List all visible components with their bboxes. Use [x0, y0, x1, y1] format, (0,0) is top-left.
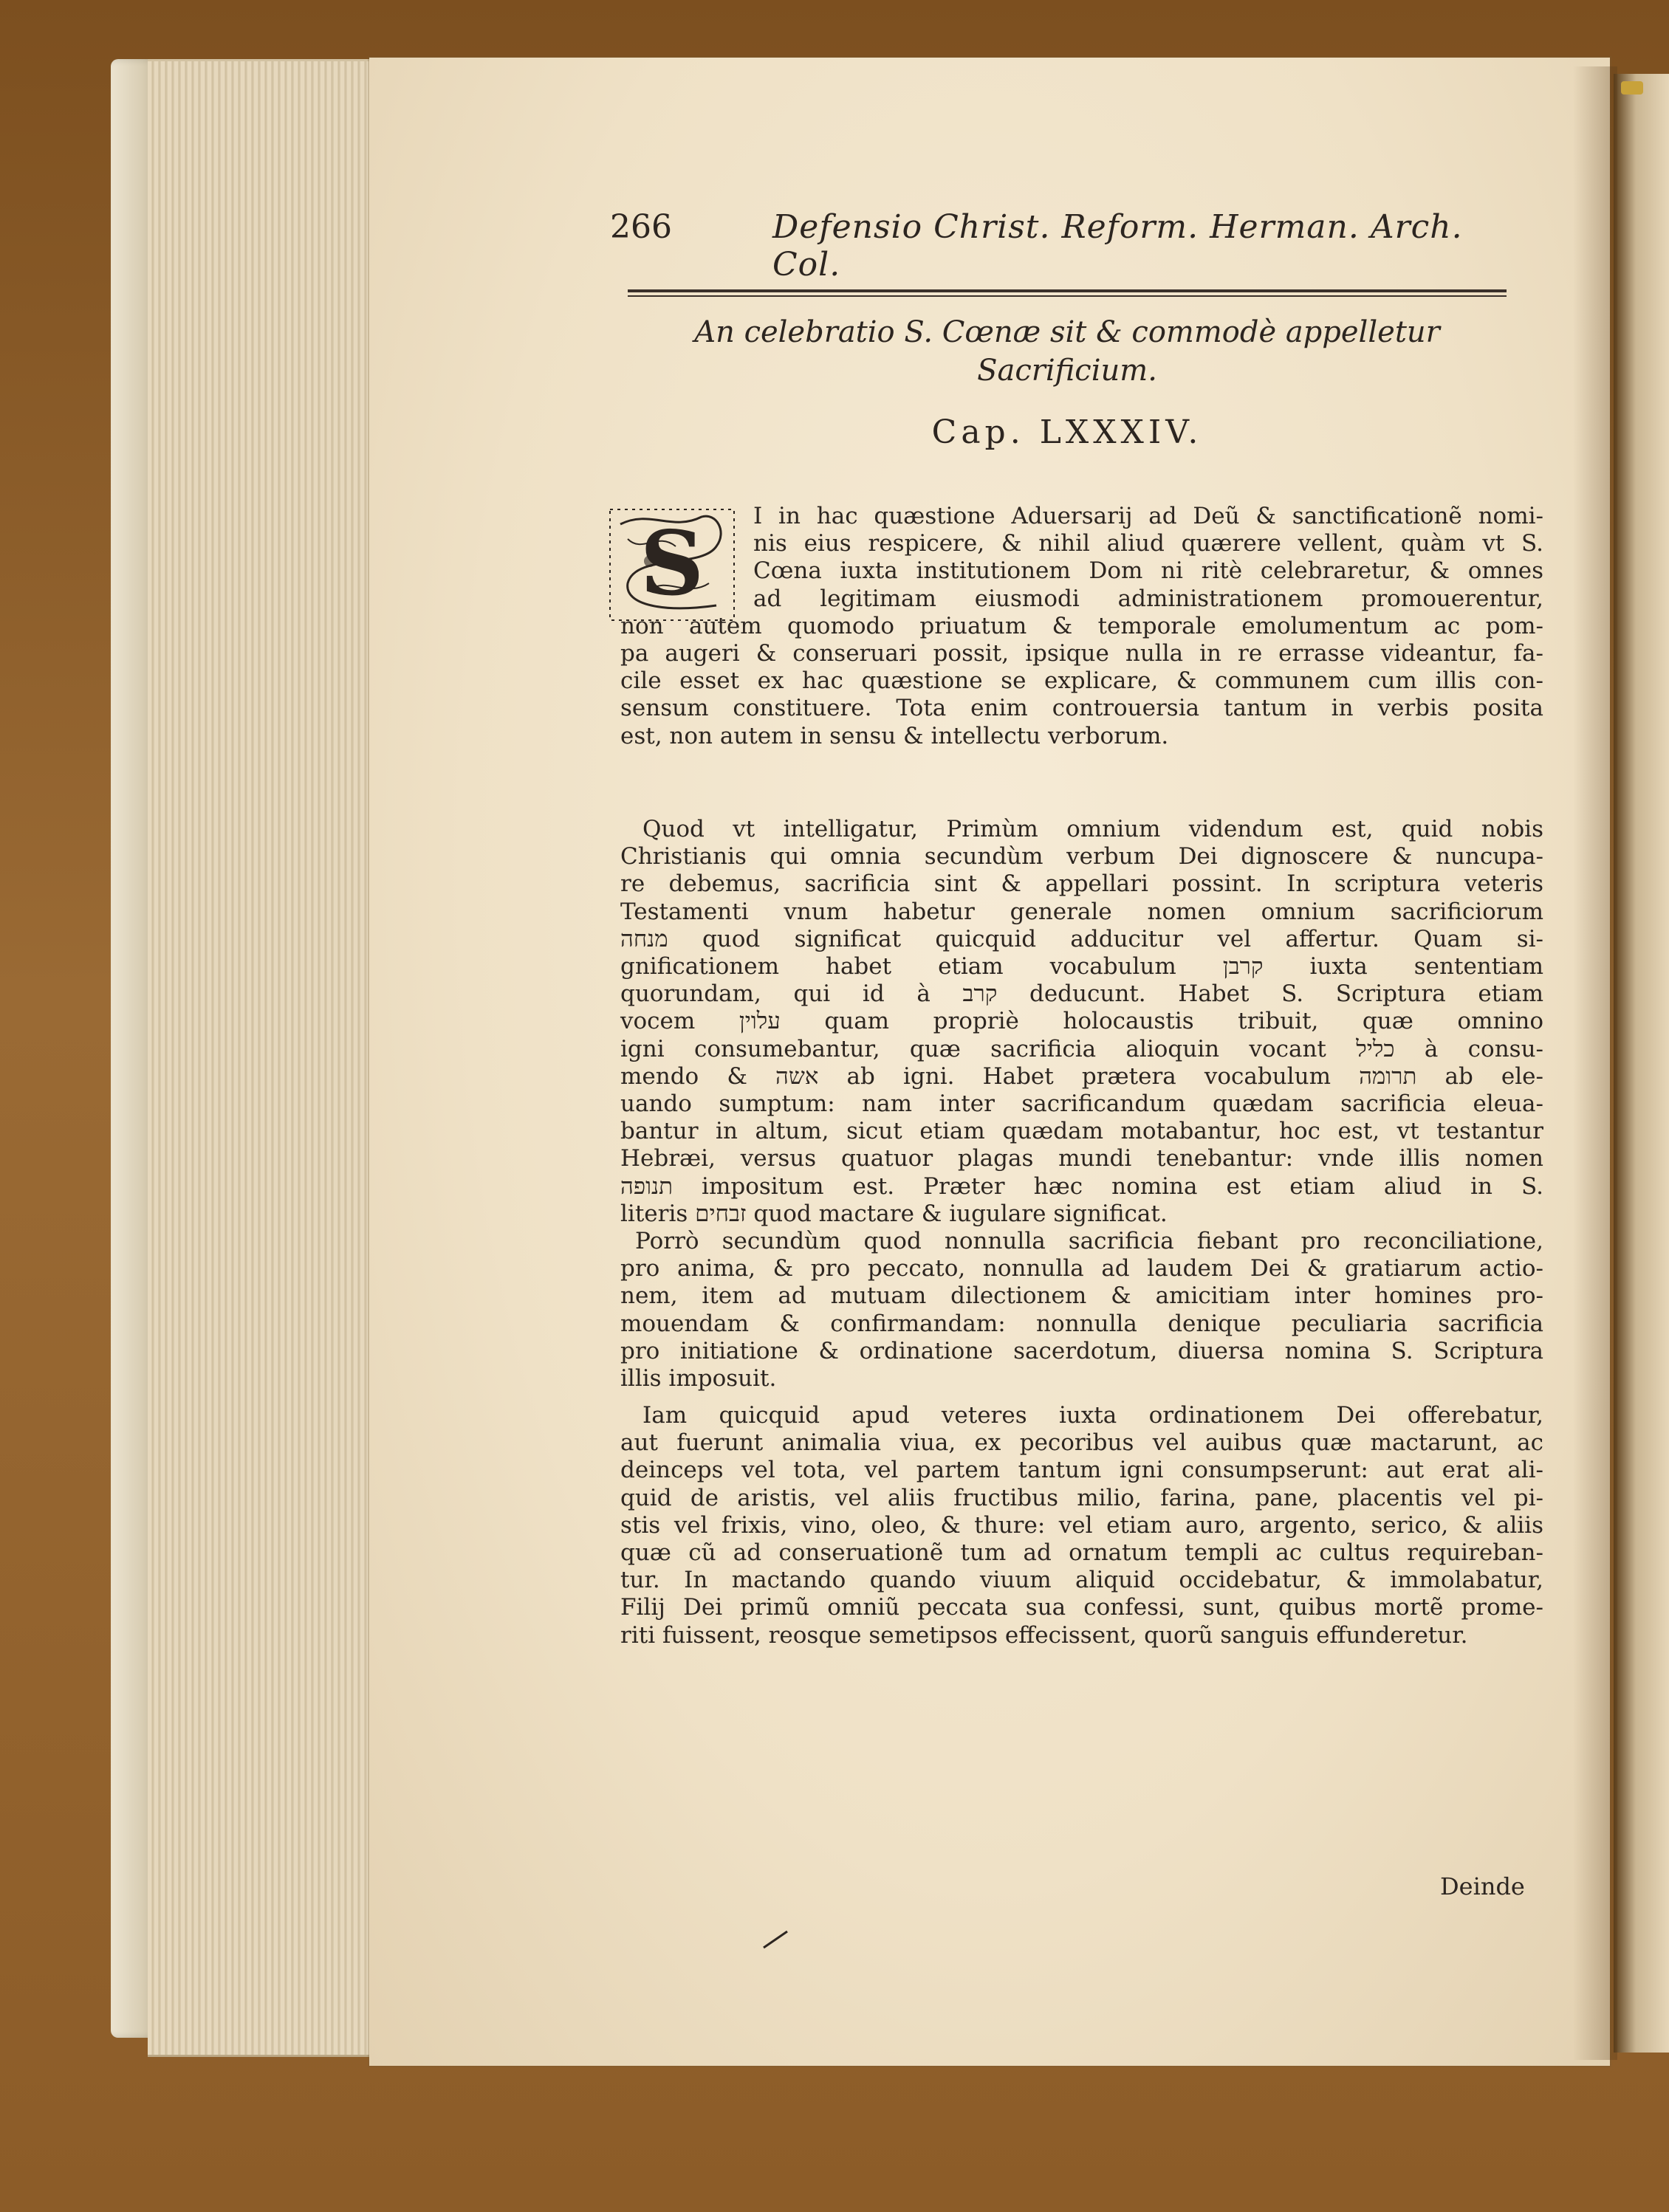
- text-line: Porrò secundùm quod nonnulla sacrificia fiebant pro reconciliatione,: [635, 1228, 1543, 1254]
- text-line: nem, item ad mutuam dilectionem & amicitiam inter homines pro-: [620, 1282, 1543, 1310]
- chapter-number: Cap. LXXXIV.: [931, 413, 1203, 451]
- text-line: mendo & אשה ab igni. Habet prætera vocabulum תרומה ab ele-: [620, 1062, 1543, 1090]
- text-line: nis eius respicere, & nihil aliud quærere vellent, quàm vt S.: [753, 530, 1543, 557]
- text-line: cile esset ex hac quæstione se explicare, & communem cum illis con-: [620, 667, 1543, 695]
- text-line: non autem quomodo priuatum & temporale emolumentum ac pom-: [620, 612, 1543, 639]
- text-line: tur. In mactando quando viuum aliquid occidebatur, & immolabatur,: [620, 1567, 1543, 1594]
- page-edges: [148, 59, 384, 2057]
- text-line: mouendam & confirmandam: nonnulla denique peculiaria sacrificia: [620, 1310, 1543, 1337]
- text-line: sensum constituere. Tota enim controuersia tantum in verbis posita: [620, 695, 1543, 722]
- page-gutter-shadow: [1573, 66, 1617, 2060]
- chapter-title-line-2: Sacrificium.: [977, 354, 1157, 388]
- facing-page-edge: [1614, 74, 1669, 2053]
- text-line: quid de aristis, vel aliis fructibus milio, farina, pane, placentis vel pi-: [620, 1484, 1543, 1511]
- running-header: [610, 208, 1518, 284]
- page-number: 266: [610, 208, 672, 246]
- text-line: riti fuissent, reosque semetipsos effecissent, quorũ sanguis effunderetur.: [620, 1621, 1468, 1649]
- text-line: Filij Dei primũ omniũ peccata sua confessi, sunt, quibus mortẽ prome-: [620, 1594, 1543, 1621]
- text-line: quorundam, qui id à קרב deducunt. Habet S. Scriptura etiam: [620, 980, 1543, 1008]
- decorated-initial: [606, 502, 738, 628]
- header-rule: [628, 289, 1507, 292]
- text-line: תנופה impositum est. Præter hæc nomina est etiam aliud in S.: [620, 1172, 1543, 1200]
- text-line: pro initiatione & ordinatione sacerdotum, diuersa nomina S. Scriptura: [620, 1337, 1543, 1364]
- text-line: מנחה quod significat quicquid adducitur vel affertur. Quam si-: [620, 925, 1543, 952]
- text-line: illis imposuit.: [620, 1365, 777, 1392]
- text-line: aut fuerunt animalia viua, ex pecoribus vel auibus quæ mactarunt, ac: [620, 1429, 1543, 1457]
- text-line: bantur in altum, sicut etiam quædam motabantur, hoc est, vt testantur: [620, 1118, 1543, 1145]
- text-line: Quod vt intelligatur, Primùm omnium videndum est, quid nobis: [642, 816, 1543, 842]
- text-line: I in hac quæstione Aduersarij ad Deũ & sanctificationẽ nomi-: [753, 503, 1543, 529]
- text-line: stis vel frixis, vino, oleo, & thure: vel etiam auro, argento, serico, & aliis: [620, 1511, 1543, 1539]
- text-line: Hebræi, versus quatuor plagas mundi tenebantur: vnde illis nomen: [620, 1145, 1543, 1172]
- ink-stroke-mark: [761, 1927, 790, 1952]
- text-line: ad legitimam eiusmodi administrationem promouerentur,: [753, 585, 1543, 612]
- text-line: Christianis qui omnia secundùm verbum Dei dignoscere & nuncupa-: [620, 843, 1543, 870]
- clasp-icon: [1621, 81, 1643, 95]
- text-line: Cœna iuxta institutionem Dom ni ritè celebraretur, & omnes: [753, 557, 1543, 585]
- catchword: Deinde: [1440, 1872, 1525, 1900]
- text-line: uando sumptum: nam inter sacrificandum quædam sacrificia eleua-: [620, 1090, 1543, 1117]
- text-line: est, non autem in sensu & intellectu verborum.: [620, 722, 1169, 749]
- text-line: Testamenti vnum habetur generale nomen omnium sacrificiorum: [620, 898, 1543, 925]
- text-line: deinceps vel tota, vel partem tantum igni consumpserunt: aut erat ali-: [620, 1457, 1543, 1484]
- text-line: igni consumebantur, quæ sacrificia alioquin vocant כליל à consu-: [620, 1035, 1544, 1062]
- dropcap-letter: S: [640, 512, 705, 616]
- text-line: literis זבחים quod mactare & iugulare significat.: [620, 1200, 1168, 1227]
- text-line: vocem עלוין quam propriè holocaustis tribuit, quæ omnino: [620, 1008, 1543, 1035]
- running-title: Defensio Christ. Reform. Herman. Arch. Col.: [772, 208, 1463, 284]
- text-line: Iam quicquid apud veteres iuxta ordinationem Dei offerebatur,: [642, 1402, 1543, 1429]
- text-line: pa augeri & conseruari possit, ipsique nulla in re errasse videantur, fa-: [620, 640, 1543, 667]
- text-line: re debemus, sacrificia sint & appellari possint. In scriptura veteris: [620, 870, 1543, 898]
- text-line: gnificationem habet etiam vocabulum קרבן iuxta sententiam: [620, 953, 1544, 980]
- text-line: pro anima, & pro peccato, nonnulla ad laudem Dei & gratiarum actio-: [620, 1255, 1543, 1282]
- text-line: quæ cũ ad conseruationẽ tum ad ornatum templi ac cultus requireban-: [620, 1539, 1543, 1566]
- header-rule-thin: [628, 295, 1507, 297]
- chapter-title-line-1: An celebratio S. Cœnæ sit & commodè appelletur: [694, 315, 1440, 349]
